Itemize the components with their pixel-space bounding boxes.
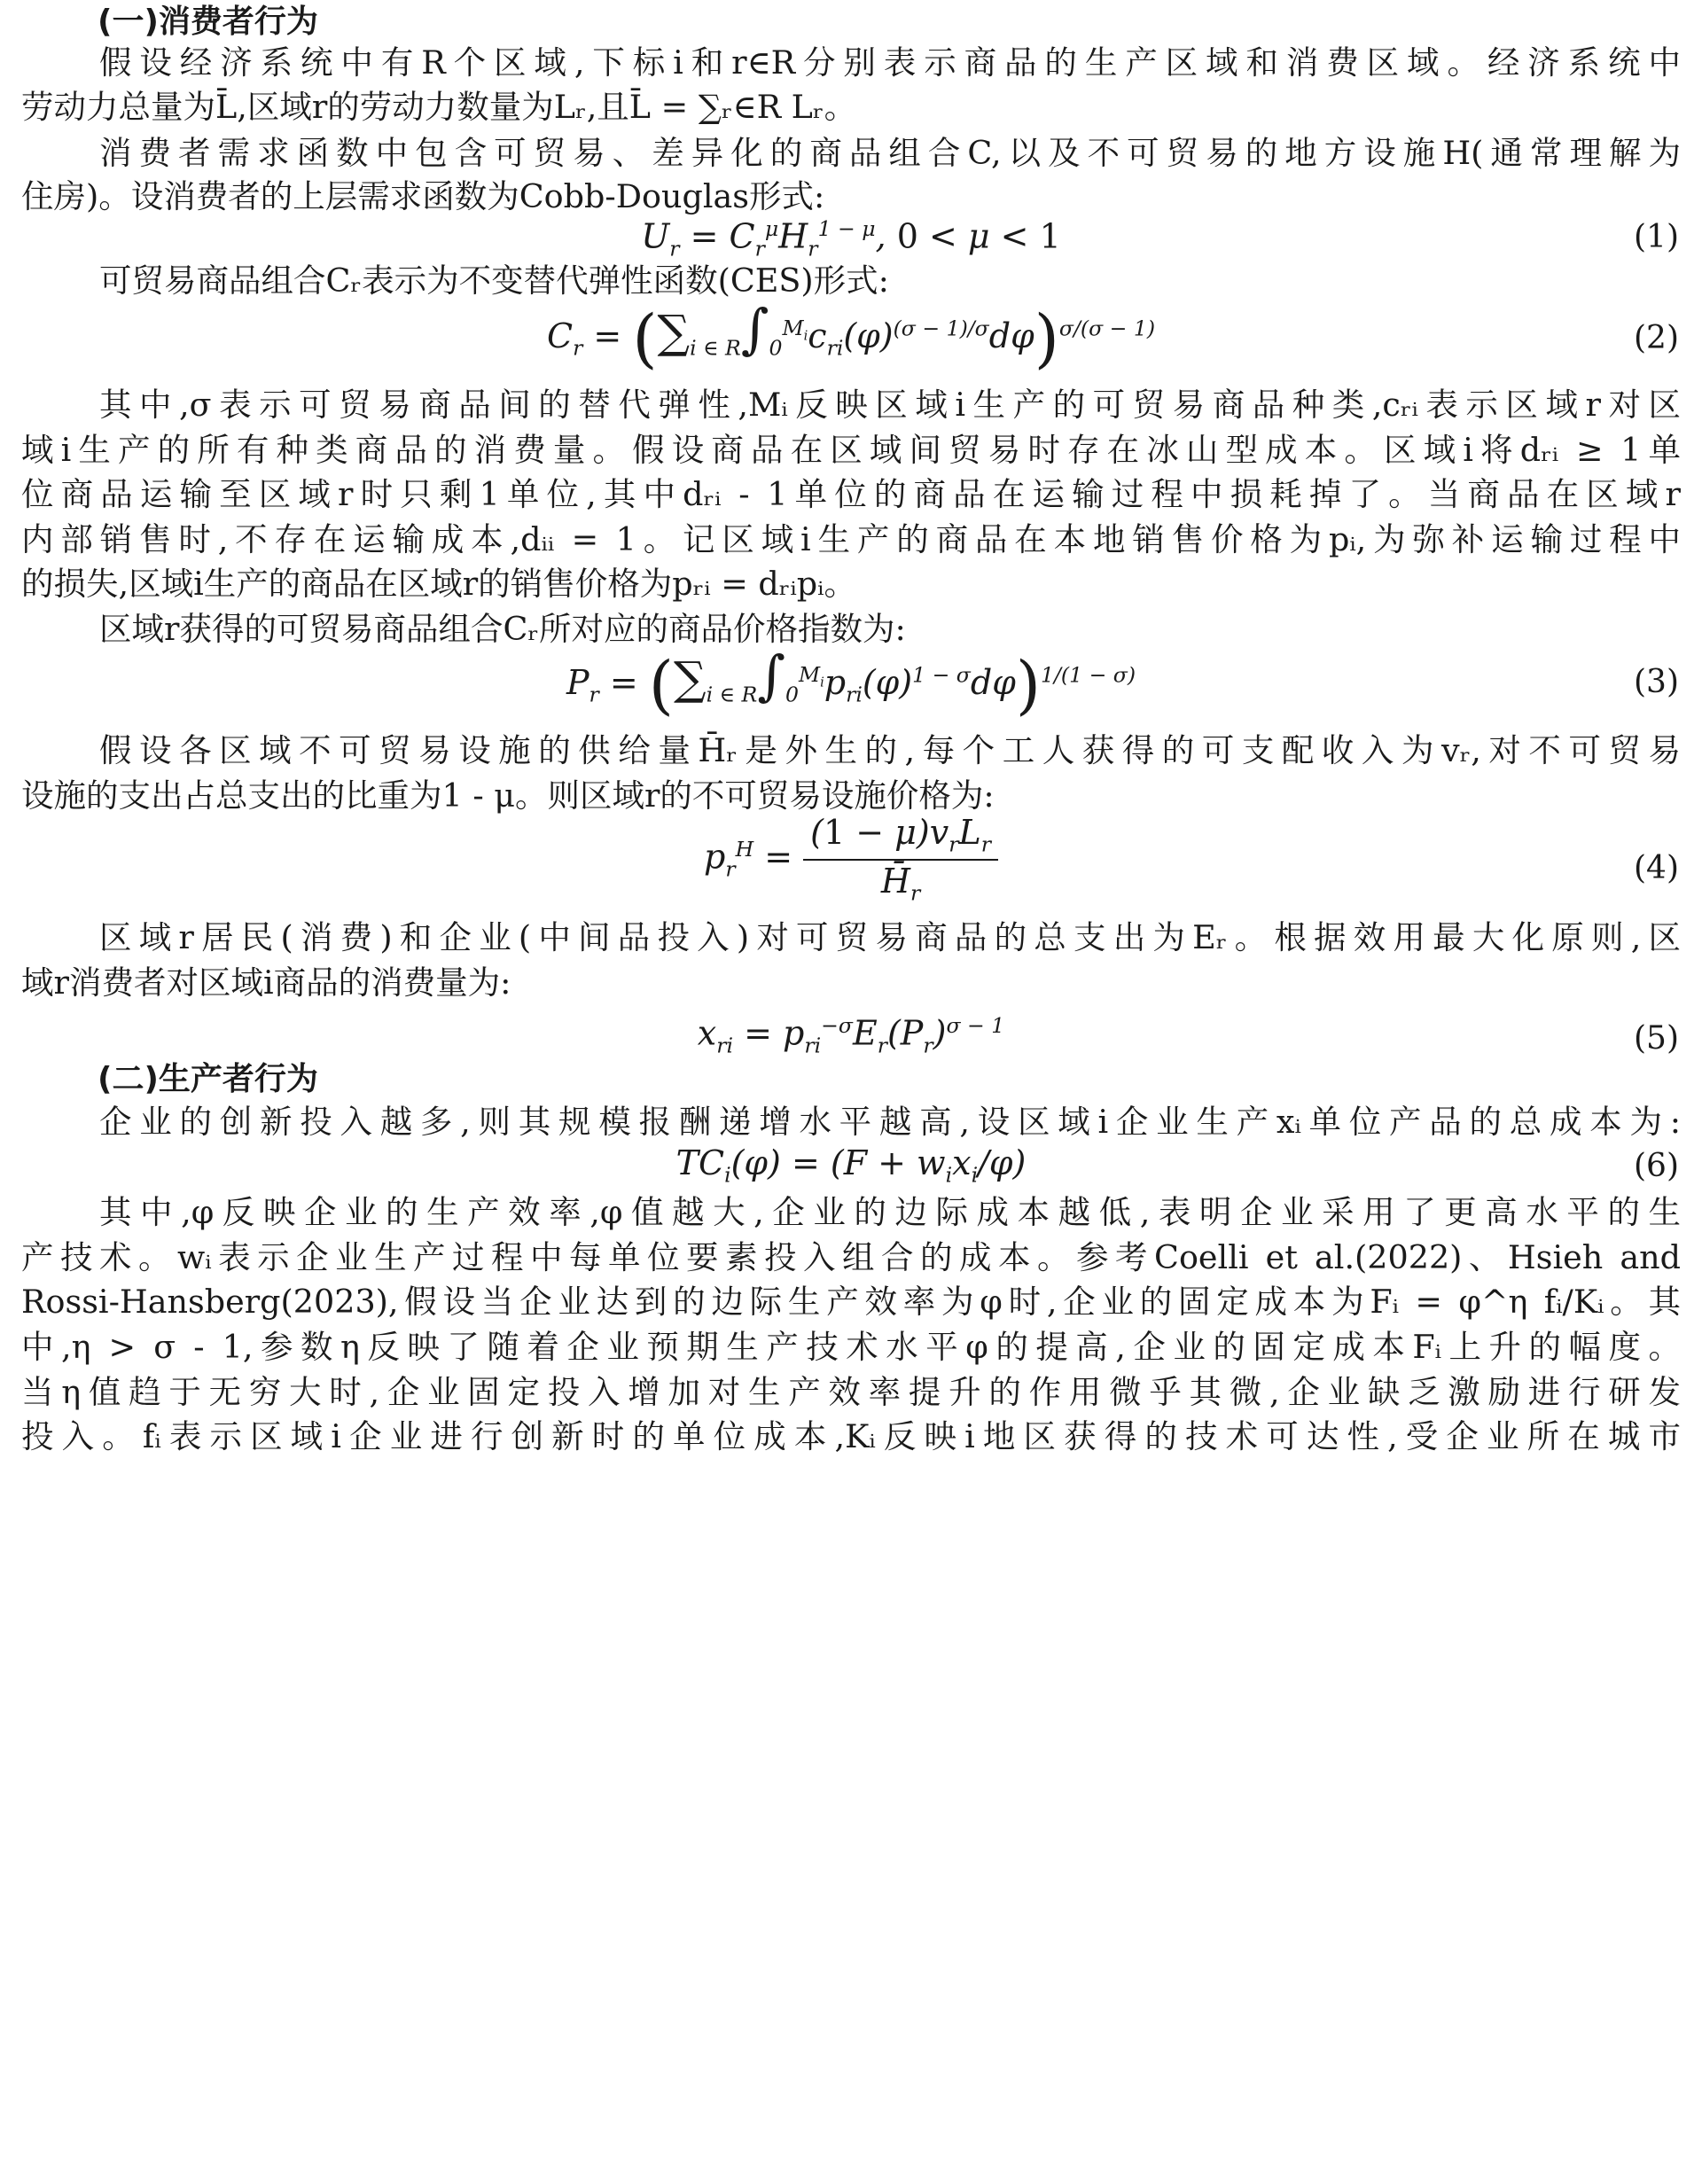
section-heading-producer: (二)生产者行为 [98,1061,318,1097]
text-line: 劳动力总量为L̄,区域r的劳动力数量为Lᵣ,且L̄ = ∑ᵣ∈R Lᵣ。 [21,88,857,126]
text-line: 域i生产的所有种类商品的消费量。假设商品在区域间贸易时存在冰山型成本。区域i将dᵣᵢ ≥ 1单 [21,431,1681,469]
text-line: 其中,φ反映企业的生产效率,φ值越大,企业的边际成本越低,表明企业采用了更高水平的生 [99,1193,1681,1231]
text-line: 其中,σ表示可贸易商品间的替代弹性,Mᵢ反映区域i生产的可贸易商品种类,cᵣᵢ表示区域r对区 [99,386,1681,424]
text-line: 企业的创新投入越多,则其规模报酬递增水平越高,设区域i企业生产xᵢ单位产品的总成本为: [99,1103,1681,1141]
text-line: 投入。fᵢ表示区域i企业进行创新时的单位成本,Kᵢ反映i地区获得的技术可达性,受企业所在城市 [21,1417,1681,1455]
text-line: 区域r获得的可贸易商品组合Cᵣ所对应的商品价格指数为: [99,610,906,648]
text-line: 假设各区域不可贸易设施的供给量H̄ᵣ是外生的,每个工人获得的可支配收入为vᵣ,对不可贸易 [99,731,1681,769]
equation-number: (6) [1634,1148,1679,1184]
equation-4: $p_r^H$ = $\frac{(1 - \mu)v_rL_r}{H̄_r}$ [0,815,1702,904]
text-line: 内部销售时,不存在运输成本,dᵢᵢ = 1。记区域i生产的商品在本地销售价格为pᵢ,为弥补运输过程中 [21,520,1681,558]
equation-number: (3) [1634,664,1679,700]
text-line: 区域r居民(消费)和企业(中间品投入)对可贸易商品的总支出为Eᵣ。根据效用最大化原则,区 [99,918,1681,956]
text-line: 住房)。设消费者的上层需求函数为Cobb-Douglas形式: [21,177,825,215]
text-line: Rossi-Hansberg(2023),假设当企业达到的边际生产效率为φ时,企业的固定成本为Fᵢ = φ^η fᵢ/Kᵢ。其 [21,1283,1681,1321]
equation-2: $C_r = (\sum_{i \in R}\int_0^{M_i}c_{ri}(\varphi)^{(\sigma - 1)/\sigma}d\varphi)^{\sigma/(\sigma - 1)}$ [546,299,1156,377]
text-line: 消费者需求函数中包含可贸易、差异化的商品组合C,以及不可贸易的地方设施H(通常理解为 [99,134,1681,172]
text-line: 产技术。wᵢ表示企业生产过程中每单位要素投入组合的成本。参考Coelli et al.(2022)、Hsieh and [21,1238,1681,1276]
equation-1: $U_r = C_r^\mu H_r^{1 - \mu}$, 0 < μ < 1 [641,216,1061,261]
equation-5: $x_{ri} = p_{ri}^{-\sigma}E_r(P_r)^{\sigma - 1}$ [697,1013,1005,1058]
text-line: 的损失,区域i生产的商品在区域r的销售价格为pᵣᵢ = dᵣᵢpᵢ。 [21,565,856,603]
text-line: 中,η > σ - 1,参数η反映了随着企业预期生产技术水平φ的提高,企业的固定成本Fᵢ上升的幅度。 [21,1328,1681,1366]
equation-number: (4) [1634,850,1679,886]
equation-number: (1) [1634,219,1679,255]
text-line: 域r消费者对区域i商品的消费量为: [21,963,511,1002]
text-line: 设施的支出占总支出的比重为1 - μ。则区域r的不可贸易设施价格为: [21,776,995,815]
equation-number: (5) [1634,1020,1679,1057]
text-line: 位商品运输至区域r时只剩1单位,其中dᵣᵢ - 1单位的商品在运输过程中损耗掉了。当商品在区域r [21,475,1681,513]
text-line: 假设经济系统中有R个区域,下标i和r∈R分别表示商品的生产区域和消费区域。经济系统中 [99,43,1681,82]
section-heading-consumer: (一)消费者行为 [98,4,318,40]
text-line: 可贸易商品组合Cᵣ表示为不变替代弹性函数(CES)形式: [99,261,889,300]
equation-3: $P_r = (\sum_{i \in R}\int_0^{M_i}p_{ri}(\varphi)^{1 - \sigma}d\varphi)^{1/(1 - \sigma)}$ [566,645,1136,723]
equation-6: $TC_i(\varphi) = (F + w_ix_i/\varphi)$ [675,1143,1027,1188]
text-line: 当η值趋于无穷大时,企业固定投入增加对生产效率提升的作用微乎其微,企业缺乏激励进行研发 [21,1373,1681,1411]
equation-number: (2) [1634,320,1679,356]
